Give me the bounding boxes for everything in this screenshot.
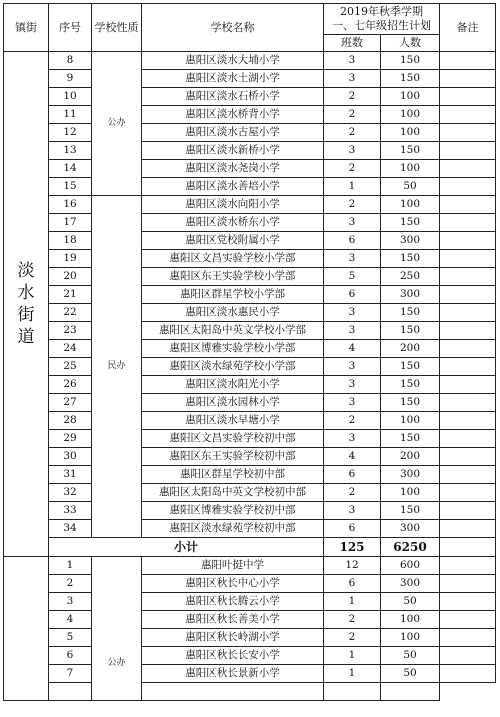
header-plan: [324, 4, 440, 35]
people-count: 50: [381, 178, 440, 196]
town-cell: [4, 52, 49, 557]
row-no: 8: [49, 52, 92, 70]
row-no: 34: [49, 520, 92, 538]
header-no: 序号: [49, 4, 92, 52]
subtotal-remark: [440, 538, 496, 557]
table-row: [4, 557, 496, 575]
classes-count: 3: [324, 394, 381, 412]
remark-cell: [440, 214, 496, 232]
school-name: 惠阳区博雅实验学校初中部: [142, 502, 324, 520]
header-people: 人数: [381, 35, 440, 52]
town-char: 淡: [17, 261, 35, 281]
remark-cell: [440, 196, 496, 214]
people-count: 150: [381, 502, 440, 520]
school-name: 惠阳区淡水大埔小学: [142, 52, 324, 70]
classes-count: 2: [324, 106, 381, 124]
classes-count: 2: [324, 611, 381, 629]
table-row: [4, 520, 496, 538]
header-town: 镇街: [4, 4, 49, 52]
school-name: 惠阳区淡水阳光小学: [142, 376, 324, 394]
remark-cell: [440, 178, 496, 196]
people-count: 150: [381, 52, 440, 70]
table-row: [4, 647, 496, 665]
table-row: [4, 466, 496, 484]
remark-cell: [440, 575, 496, 593]
school-name: 惠阳区秋长中心小学: [142, 575, 324, 593]
school-name: 惠阳区秋长岭湖小学: [142, 629, 324, 647]
remark-cell: [440, 232, 496, 250]
subtotal-row: [4, 538, 496, 557]
table-row: [4, 250, 496, 268]
remark-cell: [440, 520, 496, 538]
row-no: 15: [49, 178, 92, 196]
row-no: 20: [49, 268, 92, 286]
empty-cell: [142, 683, 324, 701]
classes-count: 6: [324, 286, 381, 304]
remark-cell: [440, 629, 496, 647]
classes-count: 4: [324, 448, 381, 466]
row-no: 30: [49, 448, 92, 466]
school-name: 惠阳区秋长景新小学: [142, 665, 324, 683]
classes-count: 2: [324, 629, 381, 647]
row-no: 21: [49, 286, 92, 304]
classes-count: 6: [324, 232, 381, 250]
remark-cell: [440, 124, 496, 142]
classes-count: 3: [324, 250, 381, 268]
school-name: 惠阳区太阳岛中英文学校初中部: [142, 484, 324, 502]
remark-cell: [440, 358, 496, 376]
table-row: [4, 304, 496, 322]
school-name: 惠阳区淡水新桥小学: [142, 142, 324, 160]
table-row: [4, 160, 496, 178]
table-row: [4, 575, 496, 593]
school-name: 惠阳区淡水向阳小学: [142, 196, 324, 214]
people-count: 100: [381, 196, 440, 214]
people-count: 50: [381, 593, 440, 611]
subtotal-label: 小计: [49, 538, 324, 557]
table-row: [4, 665, 496, 683]
people-count: 300: [381, 575, 440, 593]
school-name: 惠阳区淡水绿苑学校初中部: [142, 520, 324, 538]
people-count: 150: [381, 70, 440, 88]
classes-count: 4: [324, 340, 381, 358]
school-name: 惠阳区东王实验学校初中部: [142, 448, 324, 466]
classes-count: 3: [324, 142, 381, 160]
row-no: 24: [49, 340, 92, 358]
classes-count: 3: [324, 502, 381, 520]
remark-cell: [440, 484, 496, 502]
school-name: 惠阳区淡水绿苑学校小学部: [142, 358, 324, 376]
school-name: 惠阳区博雅实验学校小学部: [142, 340, 324, 358]
classes-count: 2: [324, 124, 381, 142]
remark-cell: [440, 448, 496, 466]
people-count: 300: [381, 232, 440, 250]
row-no: 31: [49, 466, 92, 484]
row-no: 5: [49, 629, 92, 647]
people-count: 150: [381, 250, 440, 268]
people-count: 150: [381, 214, 440, 232]
people-count: 300: [381, 466, 440, 484]
header-remark: 备注: [440, 4, 496, 52]
remark-cell: [440, 412, 496, 430]
nature-public: 公办: [92, 52, 142, 196]
table-row: [4, 322, 496, 340]
classes-count: 3: [324, 358, 381, 376]
row-no: 2: [49, 575, 92, 593]
table-row: [4, 502, 496, 520]
subtotal-people: 6250: [381, 538, 440, 557]
nature-public-2: 公办: [92, 557, 142, 701]
table-row: [4, 611, 496, 629]
remark-cell: [440, 52, 496, 70]
school-name: 惠阳叶挺中学: [142, 557, 324, 575]
people-count: 300: [381, 286, 440, 304]
town-cell-2: [4, 557, 49, 701]
classes-count: 2: [324, 160, 381, 178]
row-no: 33: [49, 502, 92, 520]
row-no: 14: [49, 160, 92, 178]
table-row: [4, 268, 496, 286]
table-row: [4, 358, 496, 376]
empty-cell: [49, 683, 92, 701]
enrollment-plan-table: [3, 3, 496, 701]
table-row: [4, 593, 496, 611]
row-no: 13: [49, 142, 92, 160]
row-no: 12: [49, 124, 92, 142]
classes-count: 3: [324, 376, 381, 394]
people-count: 150: [381, 430, 440, 448]
table-row-partial: [4, 683, 496, 701]
enrollment-table-container: [3, 3, 496, 701]
remark-cell: [440, 394, 496, 412]
remark-cell: [440, 466, 496, 484]
table-row: [4, 430, 496, 448]
school-name: 惠阳区秋长腾云小学: [142, 593, 324, 611]
table-row: [4, 178, 496, 196]
row-no: 7: [49, 665, 92, 683]
table-row: [4, 124, 496, 142]
people-count: 100: [381, 160, 440, 178]
classes-count: 1: [324, 665, 381, 683]
people-count: 100: [381, 629, 440, 647]
table-row: [4, 88, 496, 106]
classes-count: 2: [324, 88, 381, 106]
people-count: 150: [381, 394, 440, 412]
table-row: [4, 484, 496, 502]
people-count: 50: [381, 647, 440, 665]
classes-count: 3: [324, 70, 381, 88]
people-count: 250: [381, 268, 440, 286]
classes-count: 6: [324, 575, 381, 593]
school-name: 惠阳区文昌实验学校小学部: [142, 250, 324, 268]
school-name: 惠阳区淡水石桥小学: [142, 88, 324, 106]
people-count: 100: [381, 106, 440, 124]
empty-cell: [324, 683, 381, 701]
school-name: 惠阳区淡水土湖小学: [142, 70, 324, 88]
header-school: 学校名称: [142, 4, 324, 52]
classes-count: 1: [324, 647, 381, 665]
school-name: 惠阳区淡水古屋小学: [142, 124, 324, 142]
people-count: 150: [381, 358, 440, 376]
people-count: 150: [381, 376, 440, 394]
classes-count: 3: [324, 214, 381, 232]
classes-count: 5: [324, 268, 381, 286]
people-count: 100: [381, 484, 440, 502]
remark-cell: [440, 70, 496, 88]
table-body: [4, 52, 496, 701]
people-count: 300: [381, 520, 440, 538]
table-row: [4, 448, 496, 466]
school-name: 惠阳区群星学校小学部: [142, 286, 324, 304]
remark-cell: [440, 250, 496, 268]
table-row: [4, 340, 496, 358]
school-name: 惠阳区淡水尧岗小学: [142, 160, 324, 178]
town-char: 街: [17, 305, 35, 325]
row-no: 3: [49, 593, 92, 611]
row-no: 4: [49, 611, 92, 629]
school-name: 惠阳区党校附属小学: [142, 232, 324, 250]
table-row: [4, 52, 496, 70]
people-count: 600: [381, 557, 440, 575]
school-name: 惠阳区群星学校初中部: [142, 466, 324, 484]
row-no: 6: [49, 647, 92, 665]
people-count: 100: [381, 88, 440, 106]
people-count: 100: [381, 412, 440, 430]
row-no: 25: [49, 358, 92, 376]
school-name: 惠阳区淡水惠民小学: [142, 304, 324, 322]
remark-cell: [440, 611, 496, 629]
classes-count: 3: [324, 430, 381, 448]
table-row: [4, 142, 496, 160]
remark-cell: [440, 304, 496, 322]
row-no: 22: [49, 304, 92, 322]
row-no: 10: [49, 88, 92, 106]
header-nature: 学校性质: [92, 4, 142, 52]
classes-count: 6: [324, 466, 381, 484]
people-count: 150: [381, 304, 440, 322]
school-name: 惠阳区淡水桥背小学: [142, 106, 324, 124]
row-no: 29: [49, 430, 92, 448]
table-row: [4, 286, 496, 304]
classes-count: 12: [324, 557, 381, 575]
table-row: [4, 106, 496, 124]
empty-cell: [381, 683, 440, 701]
town-char: 道: [17, 327, 35, 347]
row-no: 27: [49, 394, 92, 412]
row-no: 18: [49, 232, 92, 250]
header-plan-line1: 2019年秋季学期: [340, 5, 423, 18]
school-name: 惠阳区秋长长安小学: [142, 647, 324, 665]
remark-cell: [440, 430, 496, 448]
classes-count: 1: [324, 593, 381, 611]
people-count: 200: [381, 448, 440, 466]
remark-cell: [440, 647, 496, 665]
table-row: [4, 412, 496, 430]
table-row: [4, 376, 496, 394]
header-classes: 班数: [324, 35, 381, 52]
people-count: 200: [381, 340, 440, 358]
classes-count: 2: [324, 196, 381, 214]
school-name: 惠阳区秋长善美小学: [142, 611, 324, 629]
row-no: 1: [49, 557, 92, 575]
remark-cell: [440, 268, 496, 286]
row-no: 23: [49, 322, 92, 340]
remark-cell: [440, 322, 496, 340]
remark-cell: [440, 286, 496, 304]
row-no: 17: [49, 214, 92, 232]
row-no: 19: [49, 250, 92, 268]
remark-cell: [440, 340, 496, 358]
people-count: 150: [381, 322, 440, 340]
school-name: 惠阳区淡水善培小学: [142, 178, 324, 196]
row-no: 26: [49, 376, 92, 394]
table-row: [4, 232, 496, 250]
people-count: 150: [381, 142, 440, 160]
school-name: 惠阳区淡水桥东小学: [142, 214, 324, 232]
table-row: [4, 214, 496, 232]
remark-cell: [440, 160, 496, 178]
classes-count: 2: [324, 484, 381, 502]
remark-cell: [440, 376, 496, 394]
subtotal-classes: 125: [324, 538, 381, 557]
remark-cell: [440, 557, 496, 575]
classes-count: 3: [324, 52, 381, 70]
people-count: 100: [381, 611, 440, 629]
row-no: 32: [49, 484, 92, 502]
town-char: 水: [17, 283, 35, 303]
row-no: 9: [49, 70, 92, 88]
header-plan-line2: 一、七年级招生计划: [332, 19, 431, 32]
classes-count: 3: [324, 304, 381, 322]
table-row: [4, 70, 496, 88]
remark-cell: [440, 106, 496, 124]
remark-cell: [440, 593, 496, 611]
classes-count: 3: [324, 322, 381, 340]
table-row: [4, 196, 496, 214]
classes-count: 6: [324, 520, 381, 538]
table-row: [4, 629, 496, 647]
school-name: 惠阳区淡水园林小学: [142, 394, 324, 412]
classes-count: 1: [324, 178, 381, 196]
school-name: 惠阳区文昌实验学校初中部: [142, 430, 324, 448]
school-name: 惠阳区东王实验学校小学部: [142, 268, 324, 286]
remark-cell: [440, 665, 496, 683]
remark-cell: [440, 142, 496, 160]
people-count: 100: [381, 124, 440, 142]
classes-count: 2: [324, 412, 381, 430]
table-row: [4, 394, 496, 412]
row-no: 11: [49, 106, 92, 124]
school-name: 惠阳区太阳岛中英文学校小学部: [142, 322, 324, 340]
school-name: 惠阳区淡水早塘小学: [142, 412, 324, 430]
row-no: 28: [49, 412, 92, 430]
row-no: 16: [49, 196, 92, 214]
nature-private: 民办: [92, 196, 142, 538]
remark-cell: [440, 502, 496, 520]
people-count: 50: [381, 665, 440, 683]
remark-cell: [440, 88, 496, 106]
